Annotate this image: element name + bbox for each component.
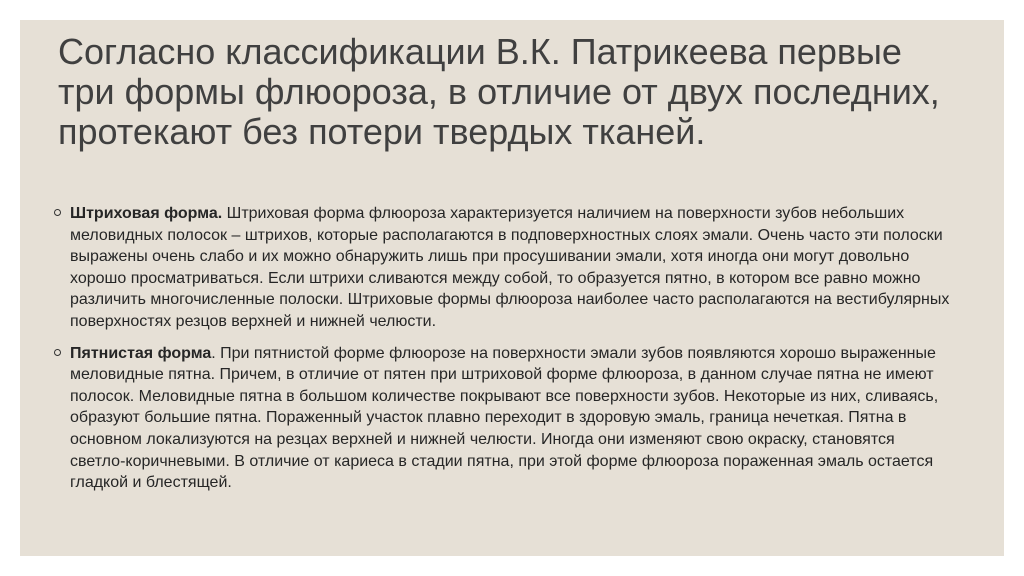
bullet-list bbox=[52, 203, 952, 494]
bullet-item-streak-form bbox=[52, 203, 952, 333]
bullet-item-spotted-form bbox=[52, 343, 952, 494]
bullet-term: Пятнистая форма bbox=[70, 344, 212, 362]
bullet-text: . При пятнистой форме флюорозе на поверхности эмали зубов появляются хорошо выраженные меловидные пятна. Причем, в отличие от пятен при штриховой форме флюороза, в данном случае пятна не имеют полосок. Меловидные пятна в большом количестве покрывают все поверхности зубов. Некоторые из них, сливаясь, образуют большие пятна. Пораженный участок плавно переходит в здоровую эмаль, граница нечеткая. Пятна в основном локализуются на резцах верхней и нижней челюсти. Иногда они изменяют свою окраску, становятся светло-коричневыми. В отличие от кариеса в стадии пятна, при этой форме флюороза пораженная эмаль остается гладкой и блестящей. bbox=[70, 344, 939, 492]
circle-bullet-icon bbox=[54, 349, 61, 356]
slide bbox=[20, 20, 1004, 556]
bullet-term: Штриховая форма. bbox=[70, 205, 223, 222]
slide-title: Согласно классификации В.К. Патрикеева первые три формы флюороза, в отличие от двух последних, протекают без потери твердых тканей. bbox=[58, 31, 940, 152]
bullet-text: Штриховая форма флюороза характеризуется наличием на поверхности зубов небольших меловидных полосок – штрихов, которые располагаются в подповерхностных слоях эмали. Очень часто эти полоски выражены очень слабо и их можно обнаружить лишь при просушивании эмали, хотя иногда они могут довольно хорошо просматриваться. Если штрихи сливаются между собой, то образуется пятно, в котором все равно можно различить многочисленные полоски. Штриховые формы флюороза наиболее часто располагаются на вестибулярных поверхностях резцов верхней и нижней челюсти. bbox=[70, 205, 950, 330]
circle-bullet-icon bbox=[54, 209, 61, 216]
